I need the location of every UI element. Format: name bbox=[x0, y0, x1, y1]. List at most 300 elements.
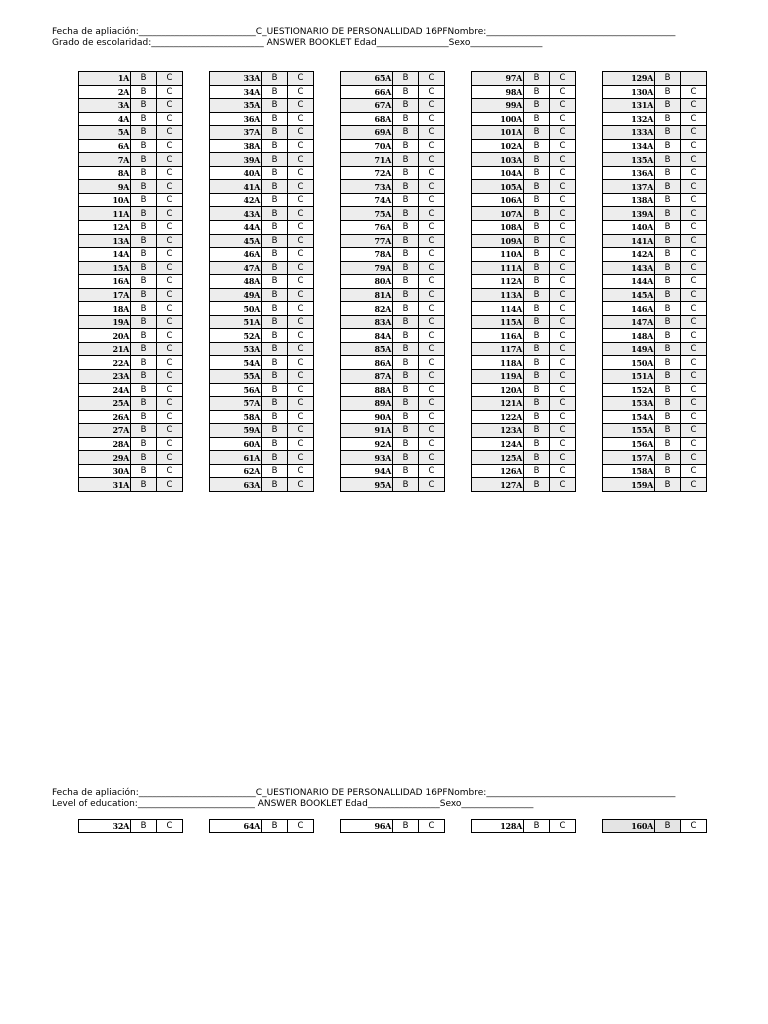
option-c[interactable]: C bbox=[157, 221, 183, 235]
option-b[interactable]: B bbox=[524, 315, 550, 329]
option-b[interactable]: B bbox=[131, 166, 157, 180]
option-b[interactable]: B bbox=[262, 139, 288, 153]
option-b[interactable]: B bbox=[262, 397, 288, 411]
option-c[interactable]: C bbox=[550, 288, 576, 302]
option-c[interactable]: C bbox=[419, 397, 445, 411]
option-c[interactable]: C bbox=[681, 288, 707, 302]
option-b[interactable]: B bbox=[393, 478, 419, 492]
option-c[interactable]: C bbox=[288, 85, 314, 99]
option-c[interactable]: C bbox=[419, 221, 445, 235]
option-b[interactable]: B bbox=[131, 193, 157, 207]
option-c[interactable]: C bbox=[550, 437, 576, 451]
option-b[interactable]: B bbox=[655, 820, 681, 833]
option-c[interactable]: C bbox=[157, 437, 183, 451]
option-c[interactable]: C bbox=[681, 451, 707, 465]
option-c[interactable]: C bbox=[288, 315, 314, 329]
option-c[interactable]: C bbox=[550, 275, 576, 289]
option-b[interactable]: B bbox=[131, 275, 157, 289]
option-b[interactable]: B bbox=[655, 126, 681, 140]
option-c[interactable]: C bbox=[681, 139, 707, 153]
option-b[interactable]: B bbox=[262, 166, 288, 180]
option-b[interactable]: B bbox=[262, 424, 288, 438]
option-c[interactable]: C bbox=[419, 315, 445, 329]
option-b[interactable]: B bbox=[262, 234, 288, 248]
option-b[interactable]: B bbox=[131, 248, 157, 262]
option-b[interactable]: B bbox=[393, 112, 419, 126]
option-b[interactable]: B bbox=[131, 356, 157, 370]
option-c[interactable]: C bbox=[157, 126, 183, 140]
option-b[interactable]: B bbox=[524, 356, 550, 370]
option-b[interactable]: B bbox=[655, 342, 681, 356]
option-c[interactable]: C bbox=[288, 112, 314, 126]
option-c[interactable]: C bbox=[288, 370, 314, 384]
option-c[interactable]: C bbox=[419, 478, 445, 492]
option-b[interactable]: B bbox=[262, 248, 288, 262]
option-b[interactable]: B bbox=[131, 85, 157, 99]
option-b[interactable]: B bbox=[262, 112, 288, 126]
option-b[interactable]: B bbox=[131, 437, 157, 451]
option-c[interactable]: C bbox=[419, 180, 445, 194]
option-c[interactable]: C bbox=[550, 464, 576, 478]
option-c[interactable]: C bbox=[550, 180, 576, 194]
option-b[interactable]: B bbox=[131, 451, 157, 465]
option-b[interactable]: B bbox=[393, 261, 419, 275]
option-c[interactable]: C bbox=[550, 153, 576, 167]
option-b[interactable]: B bbox=[131, 383, 157, 397]
option-b[interactable]: B bbox=[655, 153, 681, 167]
option-c[interactable]: C bbox=[419, 437, 445, 451]
option-b[interactable]: B bbox=[131, 261, 157, 275]
option-c[interactable]: C bbox=[550, 139, 576, 153]
option-b[interactable]: B bbox=[655, 261, 681, 275]
option-c[interactable]: C bbox=[419, 99, 445, 113]
option-c[interactable]: C bbox=[419, 261, 445, 275]
option-b[interactable]: B bbox=[393, 397, 419, 411]
option-c[interactable]: C bbox=[288, 451, 314, 465]
option-b[interactable]: B bbox=[393, 342, 419, 356]
option-c[interactable]: C bbox=[157, 85, 183, 99]
option-c[interactable]: C bbox=[157, 478, 183, 492]
option-c[interactable]: C bbox=[157, 464, 183, 478]
option-c[interactable]: C bbox=[157, 234, 183, 248]
option-b[interactable]: B bbox=[262, 180, 288, 194]
option-b[interactable]: B bbox=[655, 180, 681, 194]
option-b[interactable]: B bbox=[524, 139, 550, 153]
option-c[interactable]: C bbox=[157, 72, 183, 86]
option-c[interactable]: C bbox=[288, 383, 314, 397]
option-c[interactable]: C bbox=[419, 288, 445, 302]
option-b[interactable]: B bbox=[655, 207, 681, 221]
option-c[interactable]: C bbox=[681, 221, 707, 235]
option-c[interactable]: C bbox=[419, 451, 445, 465]
option-b[interactable]: B bbox=[262, 383, 288, 397]
option-b[interactable]: B bbox=[524, 288, 550, 302]
option-c[interactable]: C bbox=[419, 820, 445, 833]
option-c[interactable]: C bbox=[288, 464, 314, 478]
option-c[interactable]: C bbox=[681, 383, 707, 397]
option-c[interactable]: C bbox=[157, 207, 183, 221]
option-c[interactable]: C bbox=[550, 424, 576, 438]
option-b[interactable]: B bbox=[131, 288, 157, 302]
option-c[interactable]: C bbox=[288, 478, 314, 492]
option-c[interactable]: C bbox=[419, 464, 445, 478]
option-c[interactable]: C bbox=[419, 356, 445, 370]
option-b[interactable]: B bbox=[393, 275, 419, 289]
option-c[interactable]: C bbox=[157, 139, 183, 153]
option-b[interactable]: B bbox=[393, 464, 419, 478]
option-b[interactable]: B bbox=[524, 193, 550, 207]
option-c[interactable]: C bbox=[288, 248, 314, 262]
option-c[interactable]: C bbox=[681, 99, 707, 113]
option-c[interactable]: C bbox=[157, 424, 183, 438]
option-c[interactable]: C bbox=[157, 315, 183, 329]
option-c[interactable]: C bbox=[419, 424, 445, 438]
option-c[interactable]: C bbox=[419, 85, 445, 99]
option-b[interactable]: B bbox=[524, 370, 550, 384]
option-b[interactable]: B bbox=[393, 451, 419, 465]
option-c[interactable]: C bbox=[288, 166, 314, 180]
option-c[interactable]: C bbox=[681, 437, 707, 451]
option-c[interactable]: C bbox=[419, 112, 445, 126]
option-c[interactable]: C bbox=[288, 397, 314, 411]
option-b[interactable]: B bbox=[393, 410, 419, 424]
option-c[interactable]: C bbox=[288, 356, 314, 370]
option-c[interactable]: C bbox=[550, 410, 576, 424]
option-c[interactable]: C bbox=[157, 261, 183, 275]
option-b[interactable]: B bbox=[524, 248, 550, 262]
option-c[interactable]: C bbox=[288, 410, 314, 424]
option-c[interactable]: C bbox=[550, 397, 576, 411]
option-c[interactable]: C bbox=[681, 180, 707, 194]
option-c[interactable]: C bbox=[550, 248, 576, 262]
option-b[interactable]: B bbox=[655, 315, 681, 329]
option-b[interactable]: B bbox=[262, 72, 288, 86]
option-c[interactable]: C bbox=[681, 820, 707, 833]
option-c[interactable]: C bbox=[681, 234, 707, 248]
option-b[interactable]: B bbox=[655, 72, 681, 86]
option-b[interactable]: B bbox=[131, 315, 157, 329]
option-c[interactable]: C bbox=[550, 478, 576, 492]
option-b[interactable]: B bbox=[131, 329, 157, 343]
option-c[interactable]: C bbox=[419, 370, 445, 384]
option-b[interactable]: B bbox=[262, 478, 288, 492]
option-c[interactable]: C bbox=[550, 329, 576, 343]
option-b[interactable]: B bbox=[524, 397, 550, 411]
option-b[interactable]: B bbox=[524, 207, 550, 221]
option-b[interactable]: B bbox=[655, 329, 681, 343]
option-c[interactable]: C bbox=[681, 315, 707, 329]
option-c[interactable] bbox=[681, 72, 707, 86]
option-b[interactable]: B bbox=[524, 72, 550, 86]
option-b[interactable]: B bbox=[393, 166, 419, 180]
option-b[interactable]: B bbox=[131, 464, 157, 478]
option-b[interactable]: B bbox=[655, 193, 681, 207]
option-b[interactable]: B bbox=[131, 234, 157, 248]
option-c[interactable]: C bbox=[550, 315, 576, 329]
option-c[interactable]: C bbox=[288, 139, 314, 153]
option-c[interactable]: C bbox=[288, 126, 314, 140]
option-b[interactable]: B bbox=[262, 410, 288, 424]
option-b[interactable]: B bbox=[393, 221, 419, 235]
option-b[interactable]: B bbox=[262, 356, 288, 370]
option-c[interactable]: C bbox=[419, 342, 445, 356]
option-c[interactable]: C bbox=[288, 72, 314, 86]
option-b[interactable]: B bbox=[524, 166, 550, 180]
option-c[interactable]: C bbox=[157, 288, 183, 302]
option-b[interactable]: B bbox=[655, 112, 681, 126]
option-c[interactable]: C bbox=[288, 302, 314, 316]
option-b[interactable]: B bbox=[262, 370, 288, 384]
option-b[interactable]: B bbox=[393, 234, 419, 248]
option-c[interactable]: C bbox=[157, 356, 183, 370]
option-b[interactable]: B bbox=[393, 437, 419, 451]
option-b[interactable]: B bbox=[393, 370, 419, 384]
option-c[interactable]: C bbox=[681, 207, 707, 221]
option-b[interactable]: B bbox=[262, 85, 288, 99]
option-c[interactable]: C bbox=[681, 342, 707, 356]
option-c[interactable]: C bbox=[550, 207, 576, 221]
option-b[interactable]: B bbox=[393, 139, 419, 153]
option-c[interactable]: C bbox=[681, 356, 707, 370]
option-c[interactable]: C bbox=[550, 820, 576, 833]
option-c[interactable]: C bbox=[550, 383, 576, 397]
option-b[interactable]: B bbox=[262, 126, 288, 140]
option-c[interactable]: C bbox=[419, 302, 445, 316]
option-c[interactable]: C bbox=[681, 275, 707, 289]
option-c[interactable]: C bbox=[419, 193, 445, 207]
option-c[interactable]: C bbox=[550, 193, 576, 207]
option-b[interactable]: B bbox=[262, 153, 288, 167]
option-c[interactable]: C bbox=[157, 180, 183, 194]
option-c[interactable]: C bbox=[419, 275, 445, 289]
option-b[interactable]: B bbox=[655, 370, 681, 384]
option-c[interactable]: C bbox=[550, 166, 576, 180]
option-b[interactable]: B bbox=[655, 451, 681, 465]
option-c[interactable]: C bbox=[681, 478, 707, 492]
option-b[interactable]: B bbox=[655, 383, 681, 397]
option-b[interactable]: B bbox=[262, 315, 288, 329]
option-b[interactable]: B bbox=[524, 437, 550, 451]
option-c[interactable]: C bbox=[681, 397, 707, 411]
option-b[interactable]: B bbox=[393, 85, 419, 99]
option-c[interactable]: C bbox=[681, 410, 707, 424]
option-b[interactable]: B bbox=[655, 248, 681, 262]
option-c[interactable]: C bbox=[550, 261, 576, 275]
option-c[interactable]: C bbox=[550, 356, 576, 370]
option-c[interactable]: C bbox=[550, 112, 576, 126]
option-b[interactable]: B bbox=[262, 437, 288, 451]
option-c[interactable]: C bbox=[550, 370, 576, 384]
option-b[interactable]: B bbox=[262, 302, 288, 316]
option-b[interactable]: B bbox=[262, 207, 288, 221]
option-b[interactable]: B bbox=[524, 153, 550, 167]
option-b[interactable]: B bbox=[393, 302, 419, 316]
option-c[interactable]: C bbox=[681, 370, 707, 384]
option-c[interactable]: C bbox=[681, 193, 707, 207]
option-c[interactable]: C bbox=[681, 302, 707, 316]
option-c[interactable]: C bbox=[681, 329, 707, 343]
option-b[interactable]: B bbox=[655, 356, 681, 370]
option-b[interactable]: B bbox=[524, 221, 550, 235]
option-c[interactable]: C bbox=[681, 126, 707, 140]
option-b[interactable]: B bbox=[262, 342, 288, 356]
option-c[interactable]: C bbox=[157, 302, 183, 316]
option-b[interactable]: B bbox=[393, 180, 419, 194]
option-c[interactable]: C bbox=[550, 451, 576, 465]
option-c[interactable]: C bbox=[419, 383, 445, 397]
option-c[interactable]: C bbox=[550, 126, 576, 140]
option-c[interactable]: C bbox=[157, 397, 183, 411]
option-c[interactable]: C bbox=[550, 85, 576, 99]
option-c[interactable]: C bbox=[288, 180, 314, 194]
option-c[interactable]: C bbox=[157, 329, 183, 343]
option-b[interactable]: B bbox=[524, 99, 550, 113]
option-c[interactable]: C bbox=[288, 437, 314, 451]
option-b[interactable]: B bbox=[131, 397, 157, 411]
option-b[interactable]: B bbox=[524, 261, 550, 275]
option-b[interactable]: B bbox=[393, 207, 419, 221]
option-b[interactable]: B bbox=[655, 85, 681, 99]
option-b[interactable]: B bbox=[655, 99, 681, 113]
option-c[interactable]: C bbox=[288, 342, 314, 356]
option-b[interactable]: B bbox=[262, 288, 288, 302]
option-b[interactable]: B bbox=[131, 126, 157, 140]
option-c[interactable]: C bbox=[550, 342, 576, 356]
option-b[interactable]: B bbox=[393, 72, 419, 86]
option-c[interactable]: C bbox=[550, 234, 576, 248]
option-b[interactable]: B bbox=[262, 329, 288, 343]
option-b[interactable]: B bbox=[393, 193, 419, 207]
option-b[interactable]: B bbox=[262, 451, 288, 465]
option-c[interactable]: C bbox=[157, 410, 183, 424]
option-c[interactable]: C bbox=[288, 207, 314, 221]
option-b[interactable]: B bbox=[524, 85, 550, 99]
option-c[interactable]: C bbox=[157, 153, 183, 167]
option-b[interactable]: B bbox=[393, 126, 419, 140]
option-c[interactable]: C bbox=[681, 166, 707, 180]
option-c[interactable]: C bbox=[288, 275, 314, 289]
option-b[interactable]: B bbox=[262, 193, 288, 207]
option-b[interactable]: B bbox=[262, 275, 288, 289]
option-c[interactable]: C bbox=[288, 329, 314, 343]
option-b[interactable]: B bbox=[524, 410, 550, 424]
option-b[interactable]: B bbox=[655, 302, 681, 316]
option-c[interactable]: C bbox=[550, 221, 576, 235]
option-c[interactable]: C bbox=[157, 248, 183, 262]
option-b[interactable]: B bbox=[655, 166, 681, 180]
option-b[interactable]: B bbox=[131, 180, 157, 194]
option-c[interactable]: C bbox=[681, 261, 707, 275]
option-b[interactable]: B bbox=[524, 383, 550, 397]
option-c[interactable]: C bbox=[157, 370, 183, 384]
option-c[interactable]: C bbox=[681, 112, 707, 126]
option-b[interactable]: B bbox=[262, 820, 288, 833]
option-c[interactable]: C bbox=[157, 342, 183, 356]
option-b[interactable]: B bbox=[393, 383, 419, 397]
option-c[interactable]: C bbox=[419, 153, 445, 167]
option-b[interactable]: B bbox=[393, 356, 419, 370]
option-b[interactable]: B bbox=[131, 342, 157, 356]
option-b[interactable]: B bbox=[655, 234, 681, 248]
option-b[interactable]: B bbox=[393, 288, 419, 302]
option-b[interactable]: B bbox=[131, 410, 157, 424]
option-c[interactable]: C bbox=[550, 302, 576, 316]
option-c[interactable]: C bbox=[288, 193, 314, 207]
option-c[interactable]: C bbox=[288, 261, 314, 275]
option-b[interactable]: B bbox=[131, 370, 157, 384]
option-b[interactable]: B bbox=[655, 275, 681, 289]
option-c[interactable]: C bbox=[288, 221, 314, 235]
option-c[interactable]: C bbox=[681, 153, 707, 167]
option-b[interactable]: B bbox=[655, 424, 681, 438]
option-c[interactable]: C bbox=[419, 166, 445, 180]
option-b[interactable]: B bbox=[262, 221, 288, 235]
option-c[interactable]: C bbox=[288, 153, 314, 167]
option-b[interactable]: B bbox=[524, 424, 550, 438]
option-b[interactable]: B bbox=[131, 424, 157, 438]
option-b[interactable]: B bbox=[131, 99, 157, 113]
option-c[interactable]: C bbox=[288, 424, 314, 438]
option-b[interactable]: B bbox=[655, 478, 681, 492]
option-c[interactable]: C bbox=[157, 451, 183, 465]
option-b[interactable]: B bbox=[524, 275, 550, 289]
option-c[interactable]: C bbox=[157, 820, 183, 833]
option-b[interactable]: B bbox=[524, 451, 550, 465]
option-c[interactable]: C bbox=[157, 99, 183, 113]
option-c[interactable]: C bbox=[419, 126, 445, 140]
option-c[interactable]: C bbox=[681, 464, 707, 478]
option-b[interactable]: B bbox=[393, 99, 419, 113]
option-b[interactable]: B bbox=[262, 99, 288, 113]
option-b[interactable]: B bbox=[131, 221, 157, 235]
option-c[interactable]: C bbox=[157, 193, 183, 207]
option-c[interactable]: C bbox=[288, 99, 314, 113]
option-c[interactable]: C bbox=[419, 234, 445, 248]
option-b[interactable]: B bbox=[655, 464, 681, 478]
option-c[interactable]: C bbox=[288, 288, 314, 302]
option-c[interactable]: C bbox=[157, 383, 183, 397]
option-b[interactable]: B bbox=[524, 478, 550, 492]
option-b[interactable]: B bbox=[655, 288, 681, 302]
option-b[interactable]: B bbox=[524, 820, 550, 833]
option-c[interactable]: C bbox=[419, 329, 445, 343]
option-b[interactable]: B bbox=[655, 139, 681, 153]
option-b[interactable]: B bbox=[524, 342, 550, 356]
option-b[interactable]: B bbox=[393, 329, 419, 343]
option-b[interactable]: B bbox=[524, 234, 550, 248]
option-b[interactable]: B bbox=[393, 248, 419, 262]
option-b[interactable]: B bbox=[655, 410, 681, 424]
option-c[interactable]: C bbox=[550, 99, 576, 113]
option-b[interactable]: B bbox=[524, 329, 550, 343]
option-c[interactable]: C bbox=[288, 820, 314, 833]
option-c[interactable]: C bbox=[157, 275, 183, 289]
option-b[interactable]: B bbox=[262, 261, 288, 275]
option-b[interactable]: B bbox=[524, 180, 550, 194]
option-b[interactable]: B bbox=[655, 221, 681, 235]
option-c[interactable]: C bbox=[681, 424, 707, 438]
option-b[interactable]: B bbox=[393, 820, 419, 833]
option-b[interactable]: B bbox=[655, 437, 681, 451]
option-b[interactable]: B bbox=[524, 464, 550, 478]
option-c[interactable]: C bbox=[419, 139, 445, 153]
option-c[interactable]: C bbox=[419, 248, 445, 262]
option-c[interactable]: C bbox=[681, 85, 707, 99]
option-c[interactable]: C bbox=[419, 410, 445, 424]
option-c[interactable]: C bbox=[419, 207, 445, 221]
option-b[interactable]: B bbox=[131, 302, 157, 316]
option-b[interactable]: B bbox=[524, 126, 550, 140]
